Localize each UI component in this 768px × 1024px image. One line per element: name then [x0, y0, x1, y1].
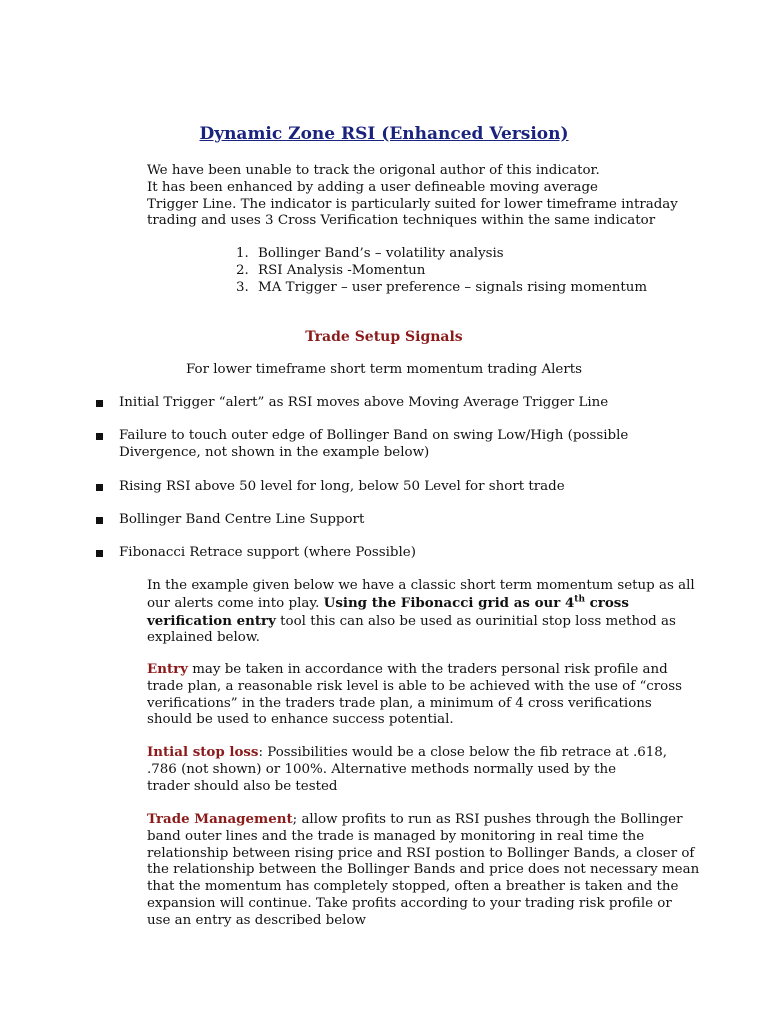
intro-line: Trigger Line. The indicator is particularly suited for lower timeframe intraday [147, 196, 678, 212]
entry-paragraph: Entry may be taken in accordance with the traders personal risk profile and trade plan, a reasonable risk level is able to be achieved with the use of “cross verifications” in the traders trade plan, a minimum of 4 cross verifications should be used to enhance success potential. [147, 661, 682, 728]
bullet-square-icon [96, 550, 103, 557]
stop-loss-paragraph: Intial stop loss: Possibilities would be a close below the fib retrace at .618, .786 (not shown) or 100%. Alternative methods normally used by the trader should also be tested [147, 744, 668, 794]
bullet-square-icon [96, 433, 103, 440]
intro-line: We have been unable to track the origonal author of this indicator. [147, 163, 600, 178]
intro-paragraph [147, 163, 678, 230]
intro-line: It has been enhanced by adding a user defineable moving average [147, 179, 598, 195]
document-page: Dynamic Zone RSI (Enhanced Version) We have been unable to track the origonal author of this indicator. It has been enhanced by adding a user defineable moving average Trigger Line. The indicator is particularly suited for lower timeframe intraday trading and uses 3 Cross Verification techniques within the same indicator 1. Bollinger Band’s – volatility analysis 2. RSI Analysis -Momentun 3. MA Trigger – user preference – signals rising momentum Trade Setup Signals For lower timeframe short term momentum trading Alerts Initial Trigger “alert” as RSI moves above Moving Average Trigger Line Failure to touch outer edge of Bollinger Band on swing Low/High (possible Divergence, not shown in the example below) Rising RSI above 50 level for long, below 50 Level for short trade Bollinger Band Centre Line Support Fibonacci Retrace support (where Possible) In the example given below we have a classic short term momentum setup as all our alerts come into play. Using the Fibonacci grid as our 4th cross verification entry tool this can also be used as ourinitial stop loss method as explained below. Entry may be taken in accordance with the traders personal risk profile and trade plan, a reasonable risk level is able to be achieved with the use of “cross verifications” in the traders trade plan, a minimum of 4 cross verifications should be used to enhance success potential. Intial stop loss: Possibilities would be a close below the fib retrace at .618, .786 (not shown) or 100%. Alternative methods normally used by the trader should also be tested Trade Management; allow profits to run as RSI pushes through the Bollinger band outer lines and the trade is managed by monitoring in real time the relationship between rising price and RSI postion to Bollinger Bands, a closer of the relationship between the Bollinger Bands and price does not necessary mean that the momentum has completely stopped, often a breather is taken and the expansion will continue. Take profits according to your trading risk profile or use an entry as described below [0, 0, 768, 1024]
trade-management-label: Trade Management [147, 811, 293, 827]
numbered-list [236, 246, 647, 296]
intro-line: trading and uses 3 Cross Verification techniques within the same indicator [147, 213, 656, 229]
page-title: Dynamic Zone RSI (Enhanced Version) [199, 124, 569, 144]
bullet-square-icon [96, 400, 103, 407]
example-paragraph: In the example given below we have a classic short term momentum setup as all our alerts come into play. Using the Fibonacci grid as our 4th cross verification entry tool this can also be used as ourinitial stop loss method as explained below. [147, 578, 695, 646]
section-subtitle: For lower timeframe short term momentum trading Alerts [186, 362, 582, 377]
section-heading: Trade Setup Signals [305, 329, 463, 345]
bullet-square-icon [96, 484, 103, 491]
list-item: 3. MA Trigger – user preference – signals rising momentum [236, 279, 648, 295]
stop-loss-label: Intial stop loss [147, 744, 259, 760]
bullet-square-icon [96, 517, 103, 524]
entry-label: Entry [147, 661, 188, 677]
list-item: 2. RSI Analysis -Momentun [236, 262, 426, 278]
list-item: 1. Bollinger Band’s – volatility analysis [236, 246, 504, 261]
trade-management-paragraph: Trade Management; allow profits to run as RSI pushes through the Bollinger band outer lines and the trade is managed by monitoring in real time the relationship between rising price and RSI postion to Bollinger Bands, a closer of the relationship between the Bollinger Bands and price does not necessary mean that the momentum has completely stopped, often a breather is taken and the expansion will continue. Take profits according to your trading risk profile or use an entry as described below [147, 811, 700, 928]
